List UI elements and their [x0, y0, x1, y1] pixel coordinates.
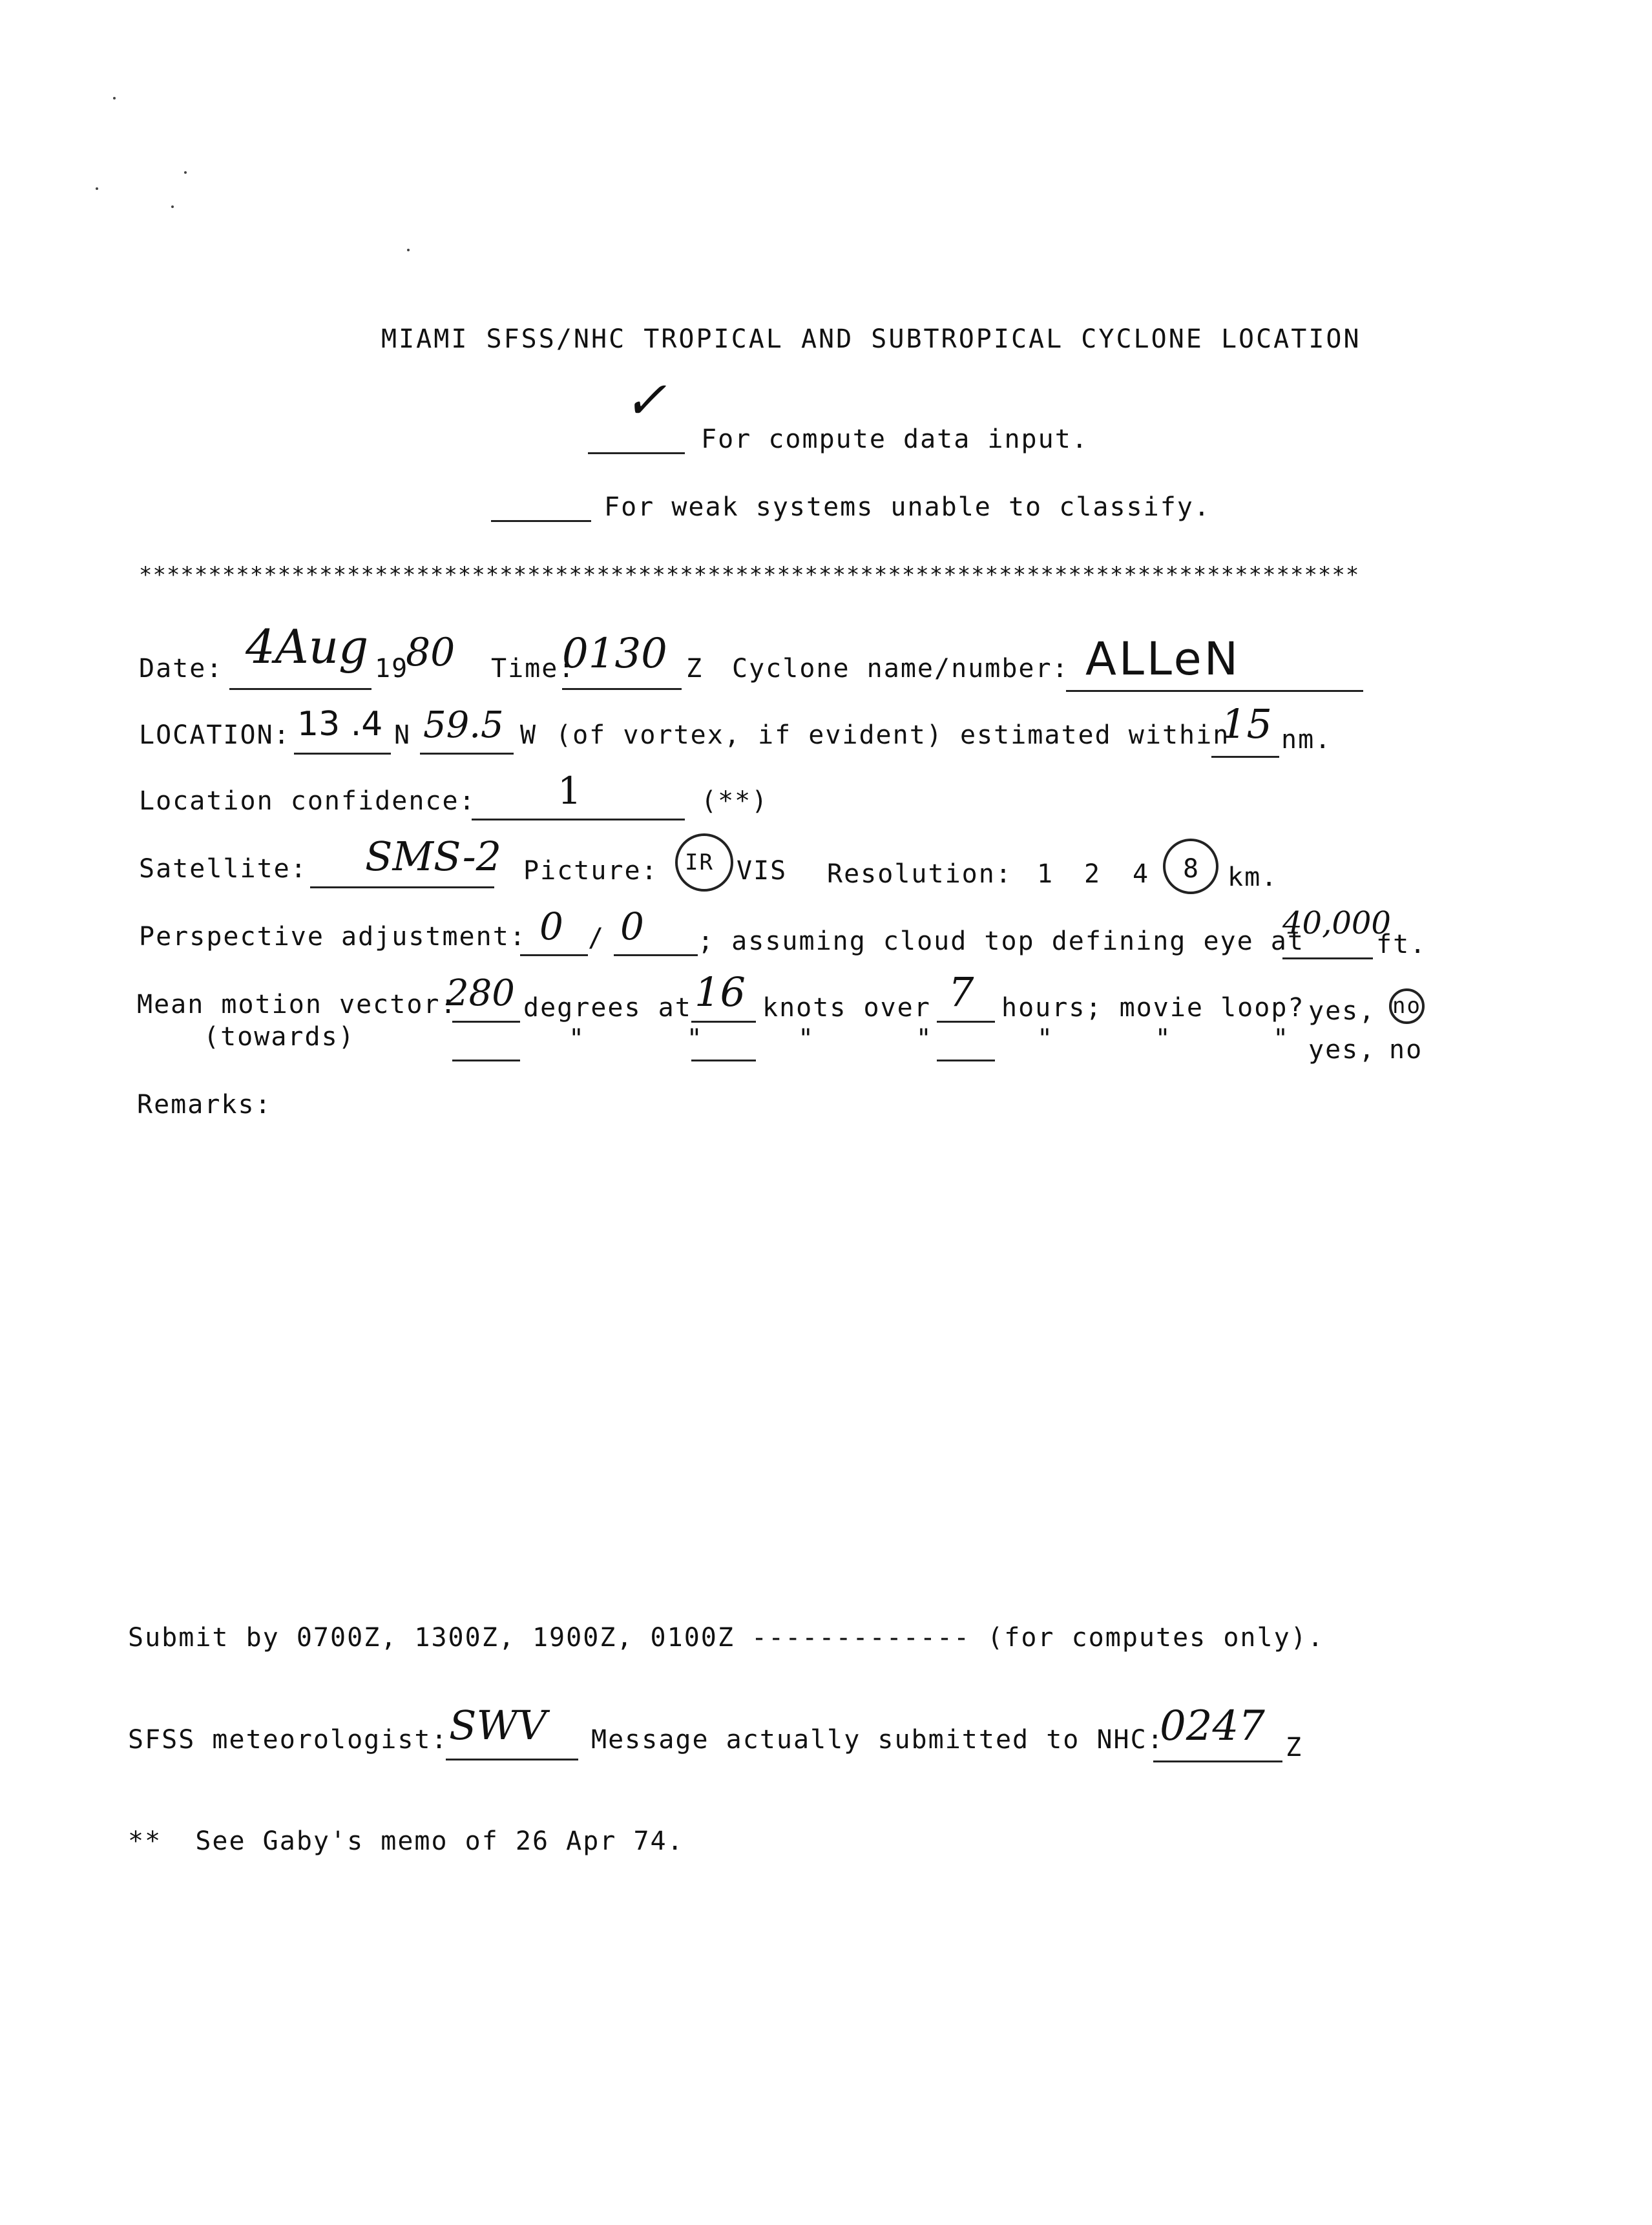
time-value: 0130	[562, 630, 667, 678]
picture-label: Picture:	[523, 856, 658, 886]
satellite-label: Satellite:	[139, 854, 308, 884]
satellite-value: SMS-2	[365, 833, 502, 880]
height-unit: ft.	[1376, 930, 1427, 959]
year-prefix: 19	[375, 654, 409, 684]
towards-degrees-underline[interactable]	[452, 1060, 520, 1061]
motion-hours-underline	[937, 1021, 995, 1023]
weak-systems-label: For weak systems unable to classify.	[604, 492, 1211, 522]
motion-knots: 16	[695, 968, 746, 1016]
scan-speck	[407, 249, 410, 251]
motion-hours-text: hours; movie loop?	[1001, 993, 1305, 1023]
scan-speck	[96, 187, 98, 190]
motion-hours: 7	[948, 968, 974, 1016]
compute-option-label: For compute data input.	[701, 424, 1089, 454]
motion-degrees: 280	[446, 972, 515, 1014]
cyclone-label: Cyclone name/number:	[732, 654, 1069, 684]
perspective-underline-2	[614, 954, 698, 956]
motion-degrees-text: degrees at	[523, 993, 692, 1023]
within-unit: nm.	[1281, 725, 1332, 755]
time-underline	[562, 688, 682, 690]
resolution-label: Resolution:	[827, 859, 1012, 889]
submit-instructions: Submit by 0700Z, 1300Z, 1900Z, 0100Z ------------- (for computes only).	[128, 1623, 1324, 1653]
resolution-4: 4	[1133, 859, 1150, 889]
movie-loop-yes: yes,	[1308, 996, 1376, 1026]
motion-label: Mean motion vector:	[137, 990, 457, 1019]
perspective-text: ; assuming cloud top defining eye at	[698, 926, 1304, 956]
weak-systems-blank[interactable]	[491, 520, 591, 522]
compute-checkmark: ✓	[623, 370, 667, 430]
year-suffix: 80	[406, 630, 455, 675]
asterisk-separator: ****************************************************************************************	[139, 562, 1360, 588]
longitude-dir: W	[520, 720, 538, 750]
towards-yes: yes,	[1308, 1035, 1376, 1065]
towards-ditto-3: " " "	[1037, 1024, 1290, 1054]
message-time: 0247	[1160, 1702, 1265, 1750]
form-title: MIAMI SFSS/NHC TROPICAL AND SUBTROPICAL CYCLONE LOCATION	[381, 324, 1361, 354]
confidence-underline	[472, 819, 685, 820]
date-label: Date:	[139, 654, 224, 684]
latitude-value: 13 .4	[297, 705, 383, 744]
longitude-value: 59.5	[423, 704, 504, 746]
confidence-value: 1	[558, 769, 581, 813]
picture-vis: VIS	[737, 856, 788, 886]
resolution-1: 1	[1037, 859, 1054, 889]
towards-label: (towards)	[204, 1022, 355, 1052]
towards-knots-underline[interactable]	[691, 1060, 756, 1061]
motion-knots-text: knots over	[762, 993, 931, 1023]
resolution-2: 2	[1084, 859, 1102, 889]
perspective-underline-1	[520, 954, 588, 956]
meteorologist-underline	[446, 1759, 578, 1760]
confidence-note: (**)	[701, 786, 769, 816]
message-underline	[1153, 1760, 1282, 1762]
confidence-label: Location confidence:	[139, 786, 476, 816]
scan-speck	[171, 205, 174, 208]
cyclone-underline	[1066, 690, 1363, 692]
perspective-value-1: 0	[539, 904, 563, 948]
towards-hours-underline[interactable]	[937, 1060, 995, 1061]
towards-ditto-1: " "	[569, 1024, 704, 1054]
remarks-area[interactable]	[137, 1131, 1494, 1583]
towards-ditto-2: " "	[798, 1024, 933, 1054]
cloud-top-height: 40,000	[1282, 905, 1391, 941]
scan-speck	[184, 171, 187, 174]
towards-no: no	[1389, 1035, 1423, 1065]
footnote: ** See Gaby's memo of 26 Apr 74.	[128, 1826, 684, 1856]
cloud-top-underline	[1282, 957, 1373, 959]
motion-degrees-underline	[452, 1021, 520, 1023]
location-label: LOCATION:	[139, 720, 291, 750]
movie-loop-no: no	[1392, 993, 1421, 1019]
location-text: (of vortex, if evident) estimated within	[556, 720, 1230, 750]
satellite-underline	[310, 886, 494, 888]
compute-blank[interactable]	[588, 452, 685, 454]
scan-speck	[113, 97, 116, 99]
time-label: Time:	[491, 654, 576, 684]
resolution-8: 8	[1183, 854, 1200, 884]
perspective-label: Perspective adjustment:	[139, 922, 527, 952]
motion-knots-underline	[691, 1021, 756, 1023]
latitude-underline	[294, 753, 391, 755]
within-value: 15	[1221, 700, 1272, 747]
date-value: 4Aug	[246, 620, 369, 674]
time-unit: Z	[686, 654, 704, 684]
latitude-dir: N	[394, 720, 412, 750]
message-label: Message actually submitted to NHC:	[591, 1725, 1164, 1755]
picture-ir: IR	[685, 850, 714, 875]
date-underline	[229, 688, 371, 690]
remarks-label: Remarks:	[137, 1090, 272, 1120]
perspective-value-2: 0	[620, 904, 644, 948]
within-underline	[1211, 756, 1279, 758]
resolution-unit: km.	[1228, 862, 1279, 892]
cyclone-value: ALLeN	[1085, 632, 1241, 685]
perspective-slash: /	[588, 923, 605, 953]
message-unit: Z	[1286, 1733, 1303, 1762]
longitude-underline	[420, 753, 514, 755]
meteorologist-initials: SWV	[449, 1702, 547, 1749]
meteorologist-label: SFSS meteorologist:	[128, 1725, 448, 1755]
